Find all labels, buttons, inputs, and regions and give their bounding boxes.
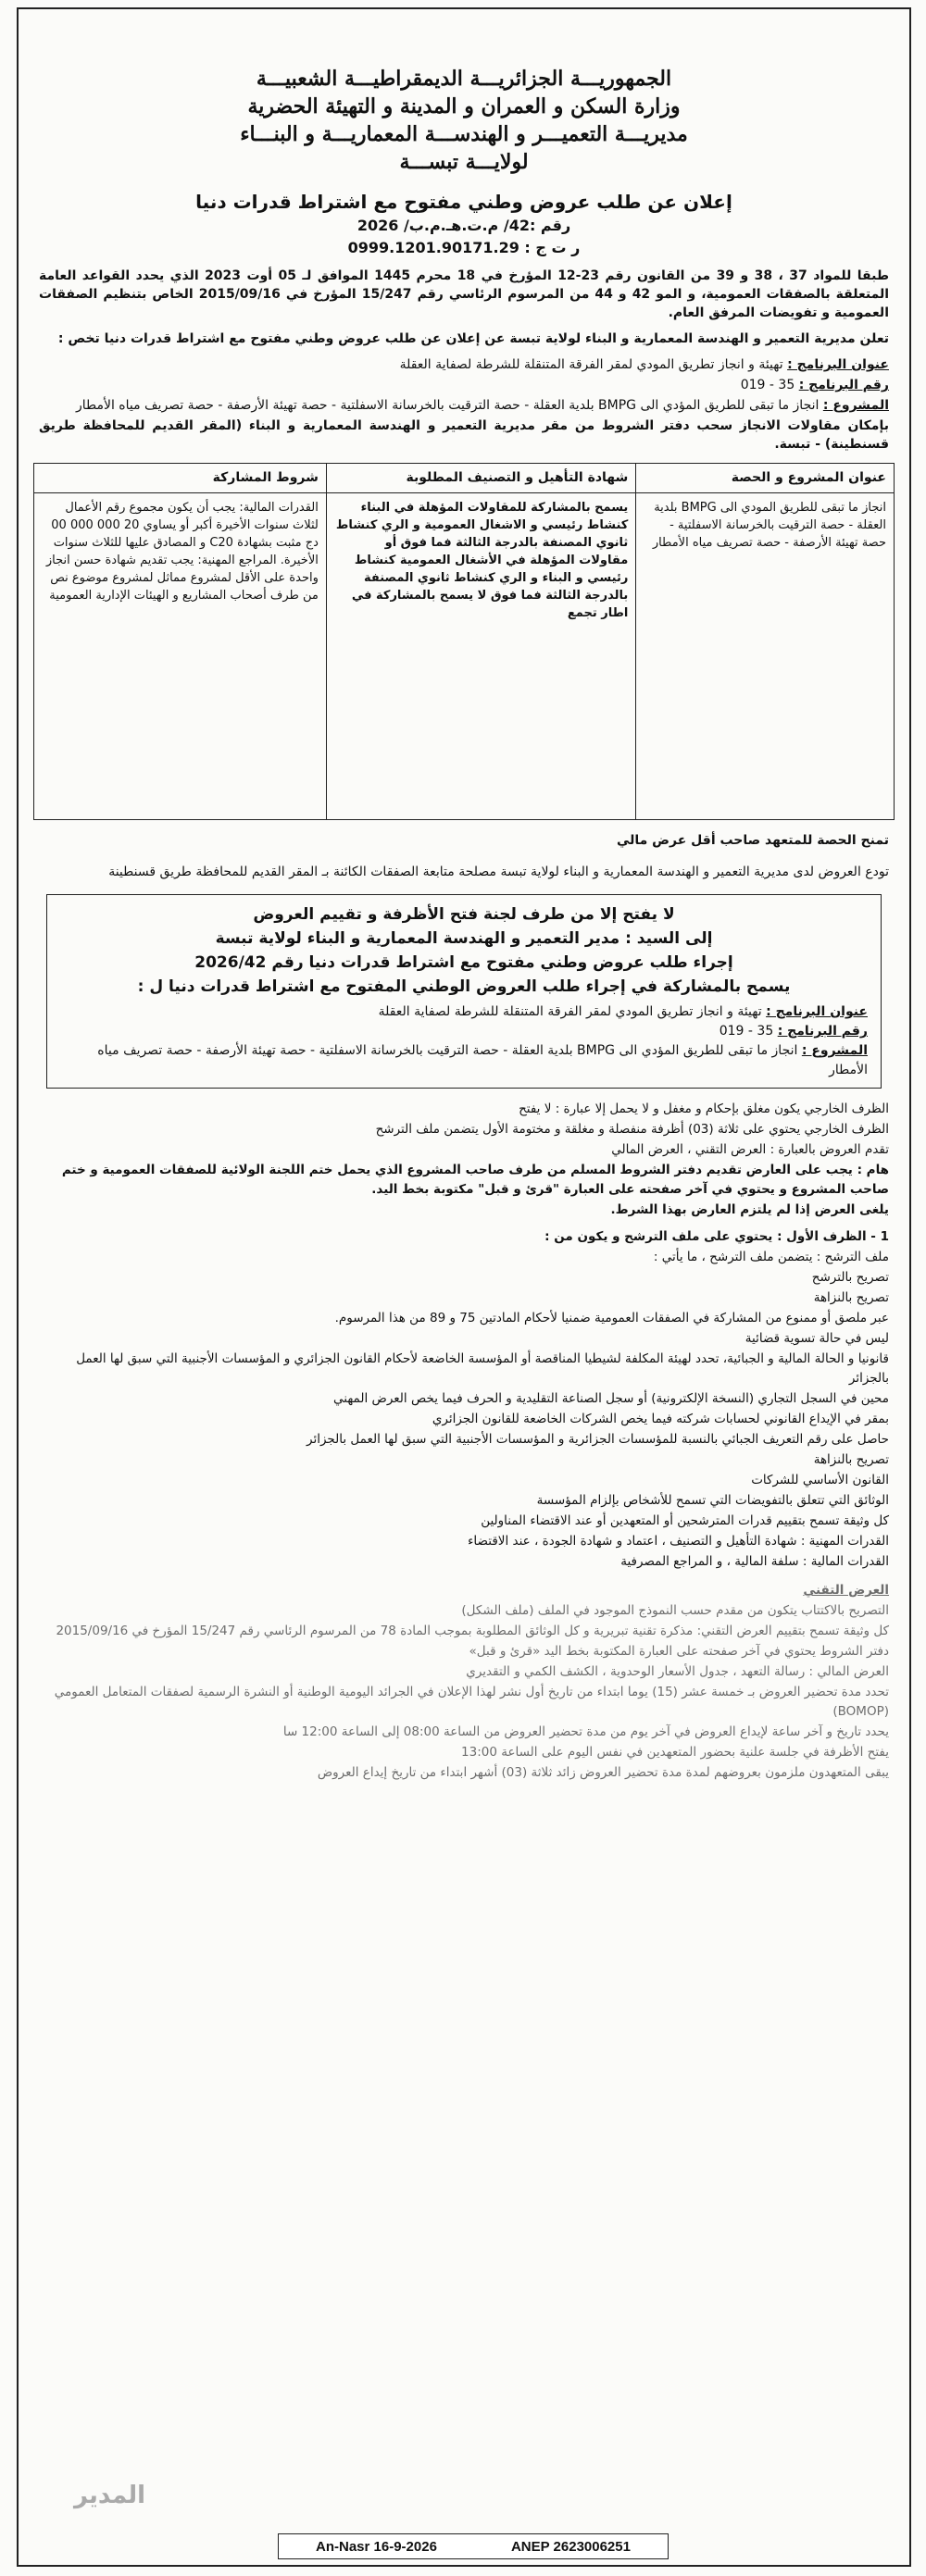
envelope-line-1: لا يفتح إلا من طرف لجنة فتح الأظرفة و تقييم العروض [253, 905, 675, 924]
program-title-label: عنوان البرنامج : [787, 357, 889, 372]
header-wilaya: لولايـــة تبســـة [399, 150, 529, 174]
newspaper-date: An-Nasr 16-9-2026 [316, 2538, 437, 2555]
candidacy-heading: 1 - الظرف الأول : يحتوي على ملف الترشح و يكون من : [544, 1229, 889, 1244]
list-item: تقدم العروض بالعبارة : العرض التقني ، العرض المالي [611, 1142, 889, 1157]
col-header-project: عنوان المشروع و الحصة [636, 464, 895, 493]
list-item: يلغى العرض إذا لم يلتزم العارض بهذا الشرط. [610, 1202, 889, 1217]
envelope-project-value: انجاز ما تبقى للطريق المؤدي الى BMPG بلدية العقلة - حصة الترقيت بالخرسانة الاسفلتية - حصة تهيئة الأرصفة - حصة تصريف مياه الأمطار [97, 1043, 868, 1077]
project-label: المشروع : [822, 398, 889, 413]
list-item: قانونيا و الحالة المالية و الجبائية، تحدد لهيئة المكلفة لشيطيا المناقصة أو المؤسسة الخاضعة لأحكام القانون الجزائري و المؤسسات الأجنبية التي سبق لها العمل بالجزائر [76, 1351, 889, 1386]
list-item: التصريح بالاكتتاب يتكون من مقدم حسب النموذج الموجود في الملف (ملف الشكل) [461, 1603, 889, 1618]
header-republic: الجمهوريـــة الجزائريـــة الديمقراطيـــة الشعبيـــة [256, 67, 672, 91]
project-line [19, 396, 909, 415]
lot-award-note: تمنح الحصة للمتعهد صاحب أقل عرض مالي [616, 833, 889, 848]
list-item: حاصل على رقم التعريف الجبائي بالنسبة للمؤسسات الجزائرية و المؤسسات الأجنبية التي سبق لها العمل بالجزائر [307, 1432, 889, 1447]
header-ministry: وزارة السكن و العمران و المدينة و التهيئة الحضرية [247, 94, 681, 118]
list-item: هام : يجب على العارض تقديم دفتر الشروط المسلم من طرف صاحب المشروع الذي يحمل ختم اللجنة الولائية للصفقات العمومية و ختم صاحب المشروع و يحتوي في آخر صفحته على العبارة "قرئ و قبل" مكتوبة بخط اليد. [61, 1163, 889, 1197]
list-item: ملف الترشح : يتضمن ملف الترشح ، ما يأتي : [653, 1250, 889, 1264]
envelope-line-3: إجراء طلب عروض وطني مفتوح مع اشتراط قدرات دنيا رقم 2026/42 [194, 953, 733, 972]
tax-id: ر ت ج : 0999.1201.90171.29 [347, 239, 581, 256]
rules-list [19, 1100, 909, 1220]
envelope-number-label: رقم البرنامج : [777, 1024, 868, 1039]
director-signature: المدير [74, 2482, 146, 2509]
list-item: يحدد تاريخ و آخر ساعة لإيداع العروض في آخر يوم من مدة تحضير العروض من الساعة 08:00 إلى الساعة 12:00 سا [282, 1724, 889, 1739]
technical-offer-heading: العرض التقني [803, 1583, 889, 1598]
lots-table [33, 463, 895, 820]
list-item: محين في السجل التجاري (النسخة الإلكترونية) أو سجل الصناعة التقليدية و الحرف فيما يخص العرض المهني [333, 1391, 889, 1406]
candidacy-file [19, 1227, 909, 1572]
list-item: القدرات المهنية : شهادة التأهيل و التصنيف ، اعتماد و شهادة الجودة ، عند الاقتضاء [468, 1534, 889, 1549]
cell-project: انجاز ما تبقى للطريق المودي الى BMPG بلدية العقلة - حصة الترقيت بالخرسانة الاسفلتية - حصة تهيئة الأرصفة - حصة تصريف مياه الأمطار [636, 493, 895, 820]
list-item: العرض المالي : رسالة التعهد ، جدول الأسعار الوحدوية ، الكشف الكمي و التقديري [466, 1664, 889, 1679]
col-header-qualification: شهادة التأهيل و التصنيف المطلوبة [326, 464, 635, 493]
envelope-program [60, 1002, 868, 1022]
list-item: تصريح بالنزاهة [813, 1452, 889, 1467]
envelope-line-2: إلى السيد : مدير التعمير و الهندسة المعمارية و البناء لولاية تبسة [215, 929, 713, 948]
program-title [19, 355, 909, 374]
list-item: يبقى المتعهدون ملزمون بعروضهم لمدة مدة تحضير العروض زائد ثلاثة (03) أشهر ابتداء من تاريخ إيداع العروض [317, 1765, 889, 1780]
tender-announcement [17, 7, 911, 2567]
legal-basis: طبقا للمواد 37 ، 38 و 39 من القانون رقم 23-12 المؤرخ في 18 محرم 1445 الموافق لـ 05 أوت 2023 الذي يحدد القواعد العامة المتعلقة بالصفقات العمومية، و المو 42 و 44 من المرسوم الرئاسي رقم 15/247 المؤرخ في 2015/09/16 الخاص بتنظيم الصفقات العمومية و تفويضات المرفق العام. [39, 268, 890, 320]
anep-number: ANEP 2623006251 [510, 2538, 631, 2555]
envelope-number-value: 35 - 019 [719, 1024, 774, 1039]
announcement-title: إعلان عن طلب عروض وطني مفتوح مع اشتراط قدرات دنيا [195, 191, 732, 213]
program-number-label: رقم البرنامج : [798, 378, 889, 392]
technical-offer [19, 1581, 909, 1783]
list-item: الوثائق التي تتعلق بالتفويضات التي تسمح للأشخاص بإلزام المؤسسة [536, 1493, 889, 1508]
withdraw-note: بإمكان مقاولات الانجاز سحب دفتر الشروط من مقر مديرية التعمير و الهندسة المعمارية و البناء (المقر القديم للمحافظة طريق قسنطينة) - تبسة. [39, 418, 889, 452]
list-item: دفتر الشروط يحتوي في آخر صفحته على العبارة المكتوبة بخط اليد «قرئ و قبل» [469, 1644, 889, 1659]
envelope-line-4: يسمح بالمشاركة في إجراء طلب العروض الوطني المفتوح مع اشتراط قدرات دنيا ل : [137, 977, 791, 996]
table-header-row [34, 464, 895, 493]
list-item: يفتح الأظرفة في جلسة علنية بحضور المتعهدين في نفس اليوم على الساعة 13:00 [461, 1745, 889, 1760]
envelope-box [46, 894, 882, 1089]
list-item: ليس في حالة تسوية قضائية [745, 1331, 889, 1346]
list-item: كل وثيقة تسمح بتقييم قدرات المترشحين أو المتعهدين أو عند الاقتضاء المناولين [481, 1513, 889, 1528]
project-value: انجاز ما تبقى للطريق المؤدي الى BMPG بلدية العقلة - حصة الترقيت بالخرسانة الاسفلتية - حصة تهيئة الأرصفة - حصة تصريف مياه الأمطار [75, 398, 820, 413]
list-item: بمقر في الإيداع القانوني لحسابات شركته فيما يخص الشركات الخاضعة للقانون الجزائري [432, 1412, 889, 1426]
table-row [34, 493, 895, 820]
list-item: تحدد مدة تحضير العروض بـ خمسة عشر (15) يوما ابتداء من تاريخ أول نشر لهذا الإعلان في الجرائد اليومية الوطنية أو النشرة الرسمية لصفقات المتعامل العمومي (BOMOP) [54, 1685, 889, 1719]
envelope-program-label: عنوان البرنامج : [766, 1004, 868, 1019]
list-item: كل وثيقة تسمح بتقييم العرض التقني: مذكرة تقنية تبريرية و كل الوثائق المطلوبة بموجب المادة 78 من المرسوم الرئاسي رقم 15/247 المؤرخ في 2015/09/16 [56, 1624, 889, 1638]
program-title-value: تهيئة و انجاز تطريق المودي لمقر الفرقة المتنقلة للشرطة لصفاية العقلة [399, 357, 783, 372]
envelope-number [60, 1022, 868, 1041]
cell-qualification: يسمح بالمشاركة للمقاولات المؤهلة في البناء كنشاط رئيسي و الاشغال العمومية و الري كنشاط ثانوي المصنفة بالدرجة الثالثة فما فوق أو مقاولات المؤهلة في الأشغال العمومية كنشاط رئيسي و البناء و الري كنشاط ثانوي المصنفة بالدرجة الثالثة فما فوق لا يسمح بالمشاركة في اطار تجمع [326, 493, 635, 820]
envelope-program-value: تهيئة و انجاز تطريق المودي لمقر الفرقة المتنقلة للشرطة لصفاية العقلة [378, 1004, 762, 1019]
list-item: تصريح بالترشح [811, 1270, 889, 1285]
official-header [19, 65, 909, 176]
col-header-conditions: شروط المشاركة [34, 464, 327, 493]
list-item: تصريح بالنزاهة [813, 1290, 889, 1305]
list-item: القانون الأساسي للشركات [751, 1473, 889, 1487]
envelope-project [60, 1041, 868, 1080]
deposit-note: تودع العروض لدى مديرية التعمير و الهندسة المعمارية و البناء لولاية تبسة مصلحة متابعة الصفقات الكائنة بـ المقر القديم للمحافظة طريق قسنطينة [108, 865, 889, 879]
list-item: الظرف الخارجي يكون مغلق بإحكام و مغفل و لا يحمل إلا عبارة : لا يفتح [519, 1101, 889, 1116]
list-item: الظرف الخارجي يحتوي على ثلاثة (03) أظرفة منفصلة و مغلقة و مختومة الأول يتضمن ملف الترشح [375, 1122, 889, 1137]
list-item: القدرات المالية : سلفة المالية ، و المراجع المصرفية [620, 1554, 889, 1569]
program-number [19, 376, 909, 394]
program-number-value: 35 - 019 [740, 378, 795, 392]
header-directorate: مديريـــة التعميـــر و الهندســـة المعماريـــة و البنـــاء [240, 122, 688, 146]
publication-footer [278, 2533, 669, 2559]
list-item: عبر ملصق أو ممنوع من المشاركة في الصفقات العمومية ضمنيا لأحكام المادتين 75 و 89 من هذا المرسوم. [334, 1311, 889, 1325]
envelope-project-label: المشروع : [801, 1043, 868, 1058]
reference-number: رقم :42/ م.ت.هـ.م.ب/ 2026 [357, 217, 571, 234]
announcement-intro: تعلن مديرية التعمير و الهندسة المعمارية و البناء لولاية تبسة عن إعلان عن طلب عروض وطني مفتوح مع اشتراط قدرات دنيا تخص : [57, 331, 889, 346]
cell-conditions: القدرات المالية: يجب أن يكون مجموع رقم الأعمال لثلاث سنوات الأخيرة أكبر أو يساوي 20 000 000 00 دج مثبت بشهادة C20 و المصادق عليها للثلاث سنوات الأخيرة. المراجع المهنية: يجب تقديم شهادة حسن انجاز واحدة على الأقل لمشروع مماثل لمشروع موضوع نص من طرف أصحاب المشاريع و الهيئات الإدارية العمومية [34, 493, 327, 820]
